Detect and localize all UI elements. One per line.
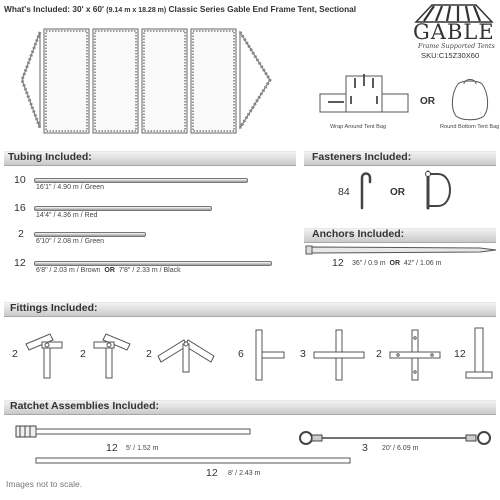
tube-bar-4	[34, 261, 272, 266]
anchor-stake-icon	[304, 244, 498, 256]
ratchet-c-spec: 8' / 2.43 m	[228, 470, 261, 477]
tube-qty-4: 12	[14, 257, 26, 269]
cross-fitting-bracket-icon	[388, 328, 442, 382]
eave-fitting-right-icon	[90, 330, 134, 380]
anchor-spec: 36" / 0.9 m OR 42" / 1.06 m	[352, 260, 442, 267]
strap-8ft-icon	[34, 456, 352, 466]
brand-name: GABLE	[413, 20, 495, 44]
brand-subtitle: Frame Supported Tents	[418, 42, 495, 50]
round-bag-label: Round Bottom Tent Bag	[440, 124, 500, 130]
ratchet-title: Ratchet Assemblies Included:	[10, 400, 159, 412]
anchor-qty: 12	[332, 257, 344, 269]
ratchet-a-qty: 12	[106, 442, 118, 454]
ratchet-a-spec: 5' / 1.52 m	[126, 445, 159, 452]
peak-fitting-icon	[156, 330, 216, 374]
fittings-title: Fittings Included:	[10, 302, 98, 314]
scale-disclaimer: Images not to scale.	[6, 479, 83, 489]
eave-fitting-left-icon	[22, 330, 66, 380]
tubing-title: Tubing Included:	[8, 151, 92, 163]
ratchet-b-qty: 3	[362, 442, 368, 454]
fastener-or-label: OR	[390, 187, 405, 198]
tee-fitting-icon	[248, 328, 288, 382]
tube-spec-2: 14'4" / 4.36 m / Red	[36, 212, 98, 219]
tube-qty-3: 2	[18, 228, 24, 240]
tent-stake-hook-icon	[356, 170, 376, 210]
wrap-bag-label: Wrap Around Tent Bag	[330, 124, 387, 130]
tent-panels-illustration	[20, 24, 275, 136]
tube-spec-3: 6'10" / 2.08 m / Green	[36, 238, 105, 245]
fitting-qty-6: 2	[376, 348, 382, 360]
fitting-qty-1: 2	[12, 348, 18, 360]
fastener-qty: 84	[338, 186, 350, 198]
ratchet-strap-5ft-icon	[14, 424, 254, 440]
fasteners-title: Fasteners Included:	[312, 151, 412, 163]
fitting-qty-3: 2	[146, 348, 152, 360]
hitch-pin-clip-icon	[420, 170, 460, 210]
fitting-qty-2: 2	[80, 348, 86, 360]
page-title: What's Included: 30' x 60' (9.14 m x 18.28 m) Classic Series Gable End Frame Tent, Sectional	[4, 4, 357, 14]
cross-fitting-icon	[312, 328, 366, 382]
wrap-around-bag-icon	[318, 72, 410, 116]
tube-qty-2: 16	[14, 202, 26, 214]
fitting-qty-7: 12	[454, 348, 466, 360]
round-bottom-bag-icon	[448, 78, 492, 122]
tube-bar-2	[34, 206, 212, 211]
tube-spec-4: 6'8" / 2.03 m / Brown OR 7'8" / 2.33 m / Black	[36, 267, 181, 274]
anchors-title: Anchors Included:	[312, 228, 405, 240]
sku-label: SKU:C15Z30X60	[421, 51, 480, 60]
ratchet-c-qty: 12	[206, 467, 218, 479]
fitting-qty-4: 6	[238, 348, 244, 360]
bag-or-label: OR	[420, 96, 435, 107]
tube-bar-3	[34, 232, 146, 237]
tube-spec-1: 16'1" / 4.90 m / Green	[36, 184, 105, 191]
ratchet-b-spec: 20' / 6.09 m	[382, 445, 419, 452]
fitting-qty-5: 3	[300, 348, 306, 360]
tube-bar-1	[34, 178, 248, 183]
tube-qty-1: 10	[14, 174, 26, 186]
base-plate-fitting-icon	[464, 326, 494, 382]
